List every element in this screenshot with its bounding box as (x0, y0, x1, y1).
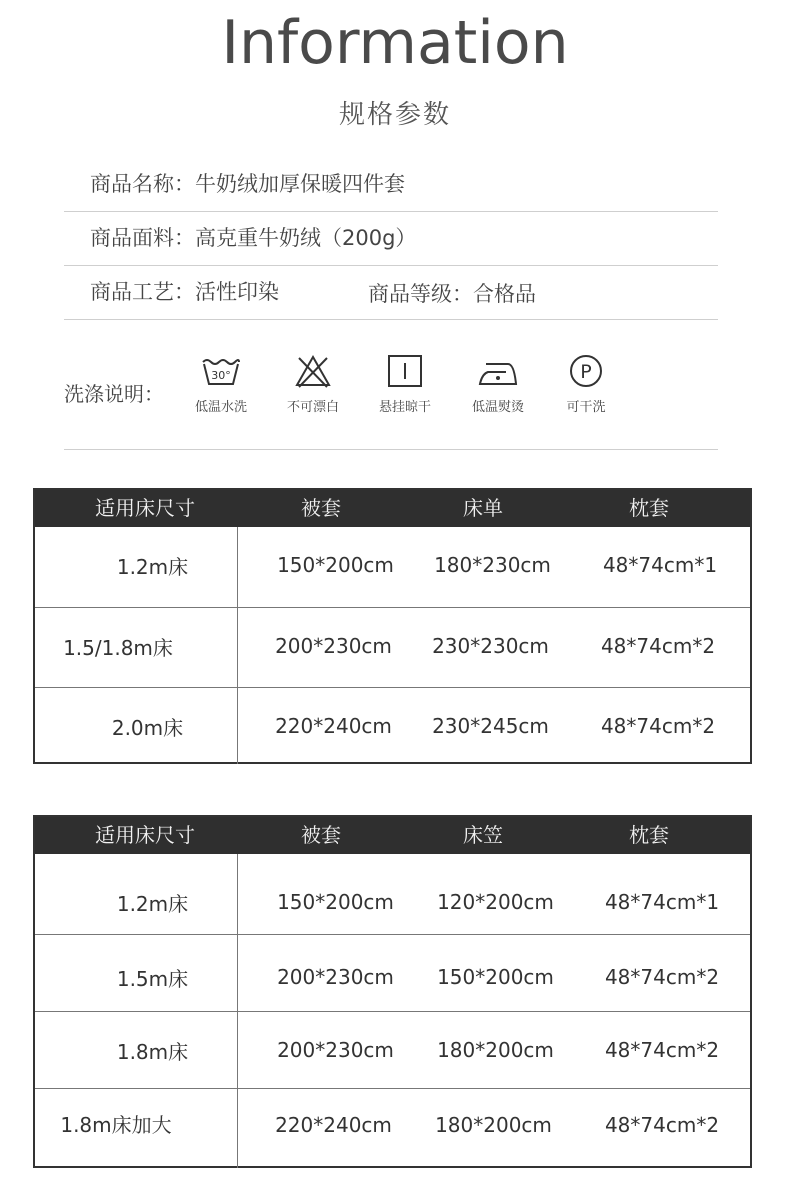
table-row (35, 854, 750, 934)
cell-pillowcase: 48*74cm*1 (604, 890, 720, 914)
cell-duvet: 200*230cm (277, 965, 394, 989)
cell-duvet: 150*200cm (277, 890, 394, 914)
wash-item-dry-clean (546, 354, 626, 415)
cell-bed-size: 1.5m床 (116, 967, 189, 991)
wash-item-low-iron (458, 354, 538, 415)
table-row (35, 1011, 750, 1088)
spec-craft: 商品工艺：活性印染 (90, 280, 279, 304)
cell-duvet: 220*240cm (275, 1113, 392, 1137)
cell-fitted-sheet: 180*200cm (435, 1113, 552, 1137)
spec-fabric: 商品面料：高克重牛奶绒（200g） (90, 226, 417, 250)
table-header (35, 817, 750, 854)
spec-row-fabric (64, 212, 718, 266)
cell-sheet: 180*230cm (434, 553, 551, 577)
wash-item-no-bleach (273, 354, 353, 415)
cell-pillowcase: 48*74cm*2 (600, 714, 716, 738)
wash-caption: 悬挂晾干 (378, 400, 431, 415)
cell-bed-size: 1.5/1.8m床 (63, 636, 173, 660)
cell-pillowcase: 48*74cm*2 (604, 1038, 720, 1062)
dry-clean-symbol: P (580, 361, 592, 383)
cell-pillowcase: 48*74cm*1 (602, 553, 718, 577)
spec-grade: 商品等级：合格品 (368, 282, 536, 306)
cell-bed-size: 1.2m床 (116, 892, 189, 916)
wash-caption: 可干洗 (566, 400, 606, 415)
header-fitted-sheet: 床笠 (463, 823, 503, 847)
cell-fitted-sheet: 120*200cm (437, 890, 554, 914)
wash-label: 洗涤说明： (64, 382, 164, 406)
table-row (35, 934, 750, 1011)
table-header (35, 490, 750, 527)
spec-name: 商品名称：牛奶绒加厚保暖四件套 (90, 172, 405, 196)
table-row (35, 1088, 750, 1168)
wash-caption: 低温水洗 (194, 400, 247, 415)
dry-clean-p-icon (566, 354, 606, 388)
header-duvet: 被套 (301, 823, 341, 847)
cell-sheet: 230*245cm (432, 714, 549, 738)
header-bed-size: 适用床尺寸 (95, 496, 195, 520)
wash-item-hang-dry (365, 354, 445, 415)
cell-pillowcase: 48*74cm*2 (600, 634, 716, 658)
header-bed-size: 适用床尺寸 (95, 823, 195, 847)
cell-bed-size: 1.2m床 (116, 555, 189, 579)
size-table-fitted (33, 815, 752, 1168)
cell-bed-size: 1.8m床 (116, 1040, 189, 1064)
cell-fitted-sheet: 180*200cm (437, 1038, 554, 1062)
page-title: Information (221, 8, 569, 78)
cell-duvet: 150*200cm (277, 553, 394, 577)
table-row (35, 607, 750, 687)
page-subtitle: 规格参数 (338, 100, 451, 130)
table-row (35, 687, 750, 764)
header-pillowcase: 枕套 (629, 496, 669, 520)
cell-bed-size: 2.0m床 (111, 716, 184, 740)
cell-sheet: 230*230cm (432, 634, 549, 658)
wash-caption: 不可漂白 (286, 400, 339, 415)
spec-row-name (64, 158, 718, 212)
cell-pillowcase: 48*74cm*2 (604, 965, 720, 989)
no-bleach-icon (293, 354, 333, 388)
wash-instructions (64, 340, 718, 450)
cell-duvet: 220*240cm (275, 714, 392, 738)
table-row (35, 527, 750, 607)
cell-bed-size: 1.8m床加大 (60, 1113, 172, 1137)
spec-row-craft-grade (64, 266, 718, 320)
cell-duvet: 200*230cm (275, 634, 392, 658)
hang-dry-icon (385, 354, 425, 388)
wash-temp-text: 30° (211, 369, 231, 382)
wash-caption: 低温熨烫 (471, 400, 524, 415)
low-iron-icon (476, 354, 520, 388)
header-duvet: 被套 (301, 496, 341, 520)
wash-30-icon (199, 354, 243, 388)
cell-duvet: 200*230cm (277, 1038, 394, 1062)
cell-pillowcase: 48*74cm*2 (604, 1113, 720, 1137)
header-sheet: 床单 (463, 496, 503, 520)
size-table-sheet (33, 488, 752, 764)
header-pillowcase: 枕套 (629, 823, 669, 847)
wash-item-low-temp (181, 354, 261, 415)
cell-fitted-sheet: 150*200cm (437, 965, 554, 989)
